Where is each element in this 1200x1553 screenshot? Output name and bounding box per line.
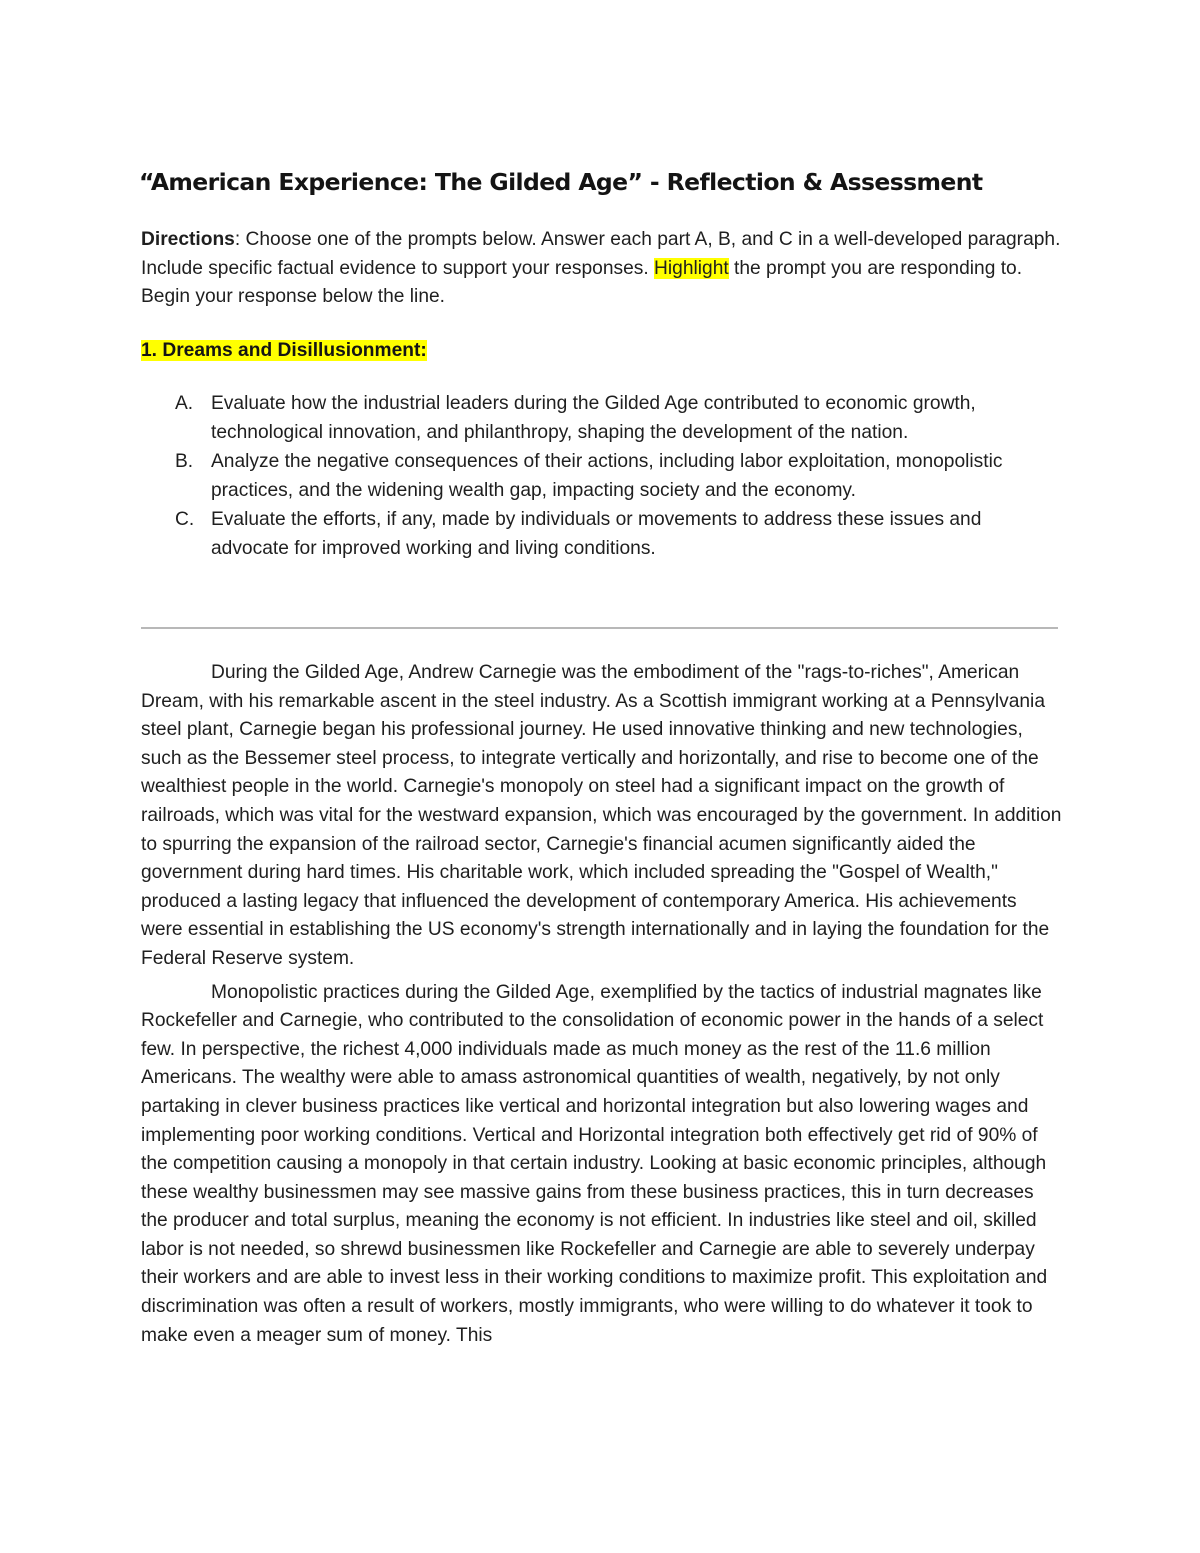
prompt-part-b [141, 447, 1061, 505]
page-title: “American Experience: The Gilded Age” - Reflection & Assessment [139, 168, 983, 196]
prompt-heading-line [141, 337, 427, 366]
prompt-heading: 1. Dreams and Disillusionment: [141, 340, 427, 361]
prompt-part-a [141, 389, 1061, 447]
part-text-b: Analyze the negative consequences of their actions, including labor exploitation, monopolistic practices, and the widening wealth gap, impacting society and the economy. [211, 451, 1003, 501]
directions-text-end: the prompt you are responding to. Begin your response below the line. [141, 257, 1023, 307]
part-letter-b: B. [175, 451, 194, 472]
directions-paragraph [141, 226, 1071, 312]
response-divider-line [141, 627, 1058, 629]
response-paragraph-1: During the Gilded Age, Andrew Carnegie was the embodiment of the "rags-to-riches", American Dream, with his remarkable ascent in the steel industry. As a Scottish immigrant working at a Pennsylvania steel plant, Carnegie began his professional journey. He used innovative thinking and new technologies, such as the Bessemer steel process, to integrate vertically and horizontally, and rise to become one of the wealthiest people in the world. Carnegie's monopoly on steel had a significant impact on the growth of railroads, which was vital for the westward expansion, which was encouraged by the government. In addition to spurring the expansion of the railroad sector, Carnegie's financial acumen significantly aided the government during hard times. His charitable work, which included spreading the "Gospel of Wealth," produced a lasting legacy that influenced the development of contemporary America. His achievements were essential in establishing the US economy's strength internationally and in laying the foundation for the Federal Reserve system. [141, 662, 1062, 969]
response-paragraph-2: Monopolistic practices during the Gilded Age, exemplified by the tactics of industrial magnates like Rockefeller and Carnegie, who contributed to the consolidation of economic power in the hands of a select few. In perspective, the richest 4,000 individuals made as much money as the rest of the 11.6 million Americans. The wealthy were able to amass astronomical quantities of wealth, negatively, by not only partaking in clever business practices like vertical and horizontal integration but also lowering wages and implementing poor working conditions. Vertical and Horizontal integration both effectively get rid of 90% of the competition causing a monopoly in that certain industry. Looking at basic economic principles, although these wealthy businessmen may see massive gains from these business practices, this in turn decreases the producer and total surplus, meaning the economy is not efficient. In industries like steel and oil, skilled labor is not needed, so shrewd businessmen like Rockefeller and Carnegie are able to severely underpay their workers and are able to invest less in their working conditions to maximize profit. This exploitation and discrimination was often a result of workers, mostly immigrants, who were willing to do whatever it took to make even a meager sum of money. This [141, 981, 1048, 1346]
directions-label: Directions [141, 229, 235, 250]
part-text-a: Evaluate how the industrial leaders during the Gilded Age contributed to economic growth, technological innovation, and philanthropy, shaping the development of the nation. [211, 393, 976, 443]
response-body [141, 659, 1063, 1355]
part-letter-c: C. [175, 509, 195, 530]
prompt-parts-list [141, 389, 1061, 563]
part-letter-a: A. [175, 393, 194, 414]
directions-text-start: : Choose one of the prompts below. Answer each part A, B, and C in a well-developed paragraph. Include specific factual evidence to support your responses. [141, 229, 1061, 279]
part-text-c: Evaluate the efforts, if any, made by individuals or movements to address these issues and advocate for improved working and living conditions. [211, 509, 982, 559]
highlight-word: Highlight [654, 257, 729, 279]
prompt-part-c [141, 505, 1061, 563]
